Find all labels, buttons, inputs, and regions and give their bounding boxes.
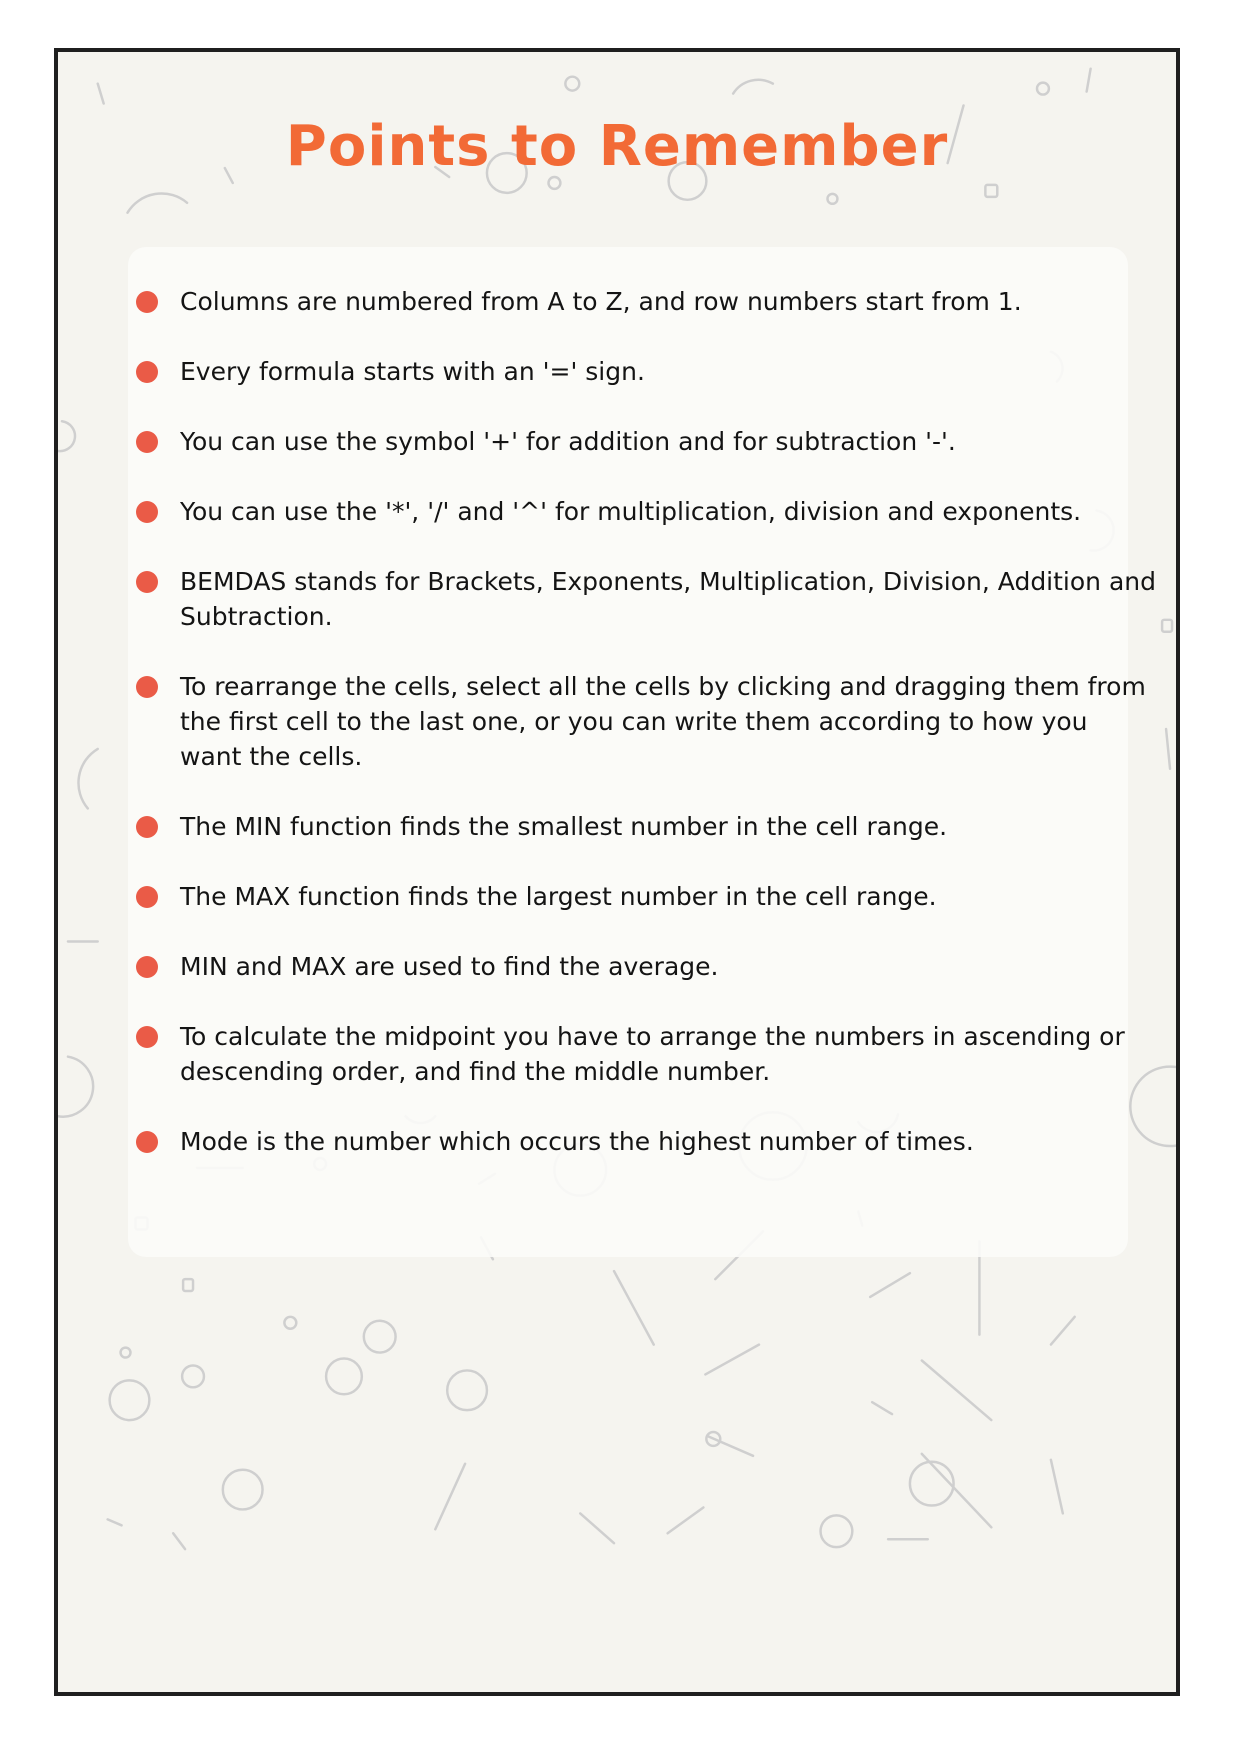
pattern-line	[870, 1273, 910, 1297]
pattern-line	[614, 1271, 654, 1344]
pattern-line	[98, 84, 104, 104]
bullet-dot-icon	[136, 501, 158, 523]
point-text: To calculate the midpoint you have to arrange the numbers in ascending or descending order, and find the middle number.	[180, 1022, 1125, 1086]
pattern-circle	[565, 77, 579, 91]
point-text: MIN and MAX are used to find the average.	[180, 952, 719, 981]
bullet-dot-icon	[136, 956, 158, 978]
list-item	[96, 424, 1156, 459]
pattern-line	[108, 1519, 122, 1525]
pattern-circle	[223, 1470, 263, 1510]
pattern-arc	[78, 749, 97, 809]
point-text: The MAX function finds the largest number in the cell range.	[180, 882, 937, 911]
pattern-line	[705, 1345, 759, 1375]
bullet-dot-icon	[136, 676, 158, 698]
list-item	[96, 1124, 1156, 1159]
point-text: You can use the symbol '+' for addition and for subtraction '-'.	[180, 427, 956, 456]
point-text: The MIN function finds the smallest number in the cell range.	[180, 812, 948, 841]
pattern-arc	[128, 193, 188, 212]
pattern-arc	[58, 1057, 93, 1117]
bullet-dot-icon	[136, 1131, 158, 1153]
bullet-dot-icon	[136, 431, 158, 453]
pattern-circle	[121, 1348, 131, 1358]
pattern-line	[580, 1513, 614, 1543]
point-text: Columns are numbered from A to Z, and row numbers start from 1.	[180, 287, 1022, 316]
bullet-dot-icon	[136, 571, 158, 593]
bullet-dot-icon	[136, 291, 158, 313]
pattern-square	[183, 1279, 193, 1291]
bullet-dot-icon	[136, 361, 158, 383]
pattern-line	[173, 1533, 185, 1549]
pattern-circle	[447, 1370, 487, 1410]
bullet-dot-icon	[136, 816, 158, 838]
pattern-line	[922, 1361, 992, 1421]
pattern-line	[435, 1464, 465, 1530]
list-item	[96, 354, 1156, 389]
pattern-square	[985, 185, 997, 197]
pattern-circle	[1037, 83, 1049, 95]
page-frame	[54, 48, 1180, 1696]
point-text: BEMDAS stands for Brackets, Exponents, Multiplication, Division, Addition and Subtraction.	[180, 567, 1157, 631]
list-item	[96, 949, 1156, 984]
pattern-line	[668, 1507, 704, 1533]
pattern-circle	[827, 194, 837, 204]
bullet-dot-icon	[136, 1026, 158, 1048]
point-text: You can use the '*', '/' and '^' for multiplication, division and exponents.	[180, 497, 1082, 526]
bullet-dot-icon	[136, 886, 158, 908]
pattern-circle	[910, 1462, 954, 1506]
pattern-arc	[733, 80, 773, 94]
pattern-circle	[284, 1317, 296, 1329]
list-item	[96, 564, 1156, 634]
pattern-circle	[182, 1365, 204, 1387]
points-list	[96, 284, 1156, 1194]
pattern-line	[1051, 1317, 1075, 1345]
list-item	[96, 284, 1156, 319]
list-item	[96, 809, 1156, 844]
page-title: Points to Remember	[285, 114, 949, 179]
pattern-circle	[326, 1359, 362, 1395]
pattern-circle	[110, 1380, 150, 1420]
point-text: Every formula starts with an '=' sign.	[180, 357, 645, 386]
point-text: To rearrange the cells, select all the cells by clicking and dragging them from the first cell to the last one, or you can write them according to how you want the cells.	[180, 672, 1146, 771]
list-item	[96, 669, 1156, 774]
list-item	[96, 879, 1156, 914]
list-item	[96, 1019, 1156, 1089]
pattern-square	[1162, 620, 1172, 632]
list-item	[96, 494, 1156, 529]
pattern-line	[1166, 729, 1170, 769]
pattern-circle	[821, 1515, 853, 1547]
pattern-circle	[364, 1321, 396, 1353]
pattern-line	[922, 1454, 992, 1527]
pattern-line	[1051, 1460, 1063, 1514]
pattern-line	[1087, 69, 1091, 92]
point-text: Mode is the number which occurs the highest number of times.	[180, 1127, 974, 1156]
pattern-arc	[58, 421, 75, 451]
pattern-line	[872, 1402, 892, 1414]
